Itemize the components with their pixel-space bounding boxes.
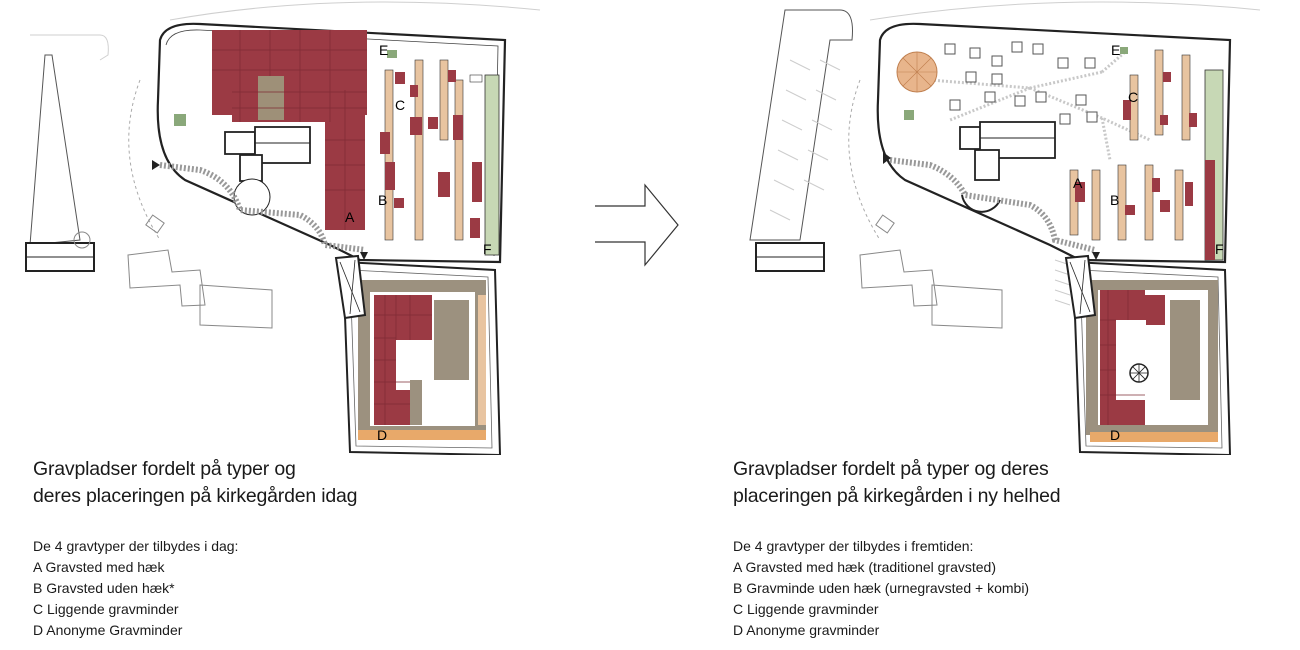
zone-d-anonymous <box>1073 262 1230 455</box>
zone-f <box>485 75 499 255</box>
caption-today-line2: deres placeringen på kirkegården idag <box>33 485 358 507</box>
legend-item: C Liggende gravminder <box>733 601 879 617</box>
legend-new <box>733 536 1029 641</box>
legend-item: A Gravsted med hæk <box>33 559 165 575</box>
church-building <box>225 127 310 215</box>
zone-label-f: F <box>1215 241 1224 257</box>
legend-heading: De 4 gravtyper der tilbydes i dag: <box>33 538 239 554</box>
zone-label-b: B <box>378 192 388 208</box>
zone-label-c: C <box>1128 89 1139 105</box>
legend-item: B Gravminde uden hæk (urnegravsted + kombi) <box>733 580 1030 596</box>
legend-item: D Anonyme gravminder <box>733 622 880 638</box>
zone-d-anonymous <box>343 262 500 455</box>
circular-memorial-icon <box>897 52 937 92</box>
zone-label-a: A <box>345 209 355 225</box>
site-plan-today <box>0 0 560 455</box>
site-plan-new <box>730 0 1300 455</box>
caption-today <box>33 456 453 510</box>
zone-ab-rows <box>1070 165 1193 240</box>
caption-today-line1: Gravpladser fordelt på typer og <box>33 458 296 480</box>
legend-heading: De 4 gravtyper der tilbydes i fremtiden: <box>733 538 974 554</box>
zone-f <box>1205 70 1223 260</box>
legend-item: C Liggende gravminder <box>33 601 179 617</box>
caption-new-line1: Gravpladser fordelt på typer og deres <box>733 458 1049 480</box>
zone-label-d: D <box>1110 427 1121 443</box>
zone-b-c-rows <box>380 60 482 240</box>
legend-today <box>33 536 238 641</box>
transition-arrow-icon <box>590 180 685 270</box>
legend-item: D Anonyme Gravminder <box>33 622 183 638</box>
caption-new <box>733 456 1173 510</box>
zone-label-f: F <box>483 241 492 257</box>
zone-label-d: D <box>377 427 388 443</box>
zone-label-e: E <box>379 42 389 58</box>
zone-label-b: B <box>1110 192 1120 208</box>
zone-label-c: C <box>395 97 406 113</box>
zone-label-a: A <box>1073 175 1083 191</box>
zone-label-e: E <box>1111 42 1121 58</box>
caption-new-line2: placeringen på kirkegården i ny helhed <box>733 485 1061 507</box>
legend-item: A Gravsted med hæk (traditionel gravsted) <box>733 559 997 575</box>
legend-item: B Gravsted uden hæk* <box>33 580 175 596</box>
